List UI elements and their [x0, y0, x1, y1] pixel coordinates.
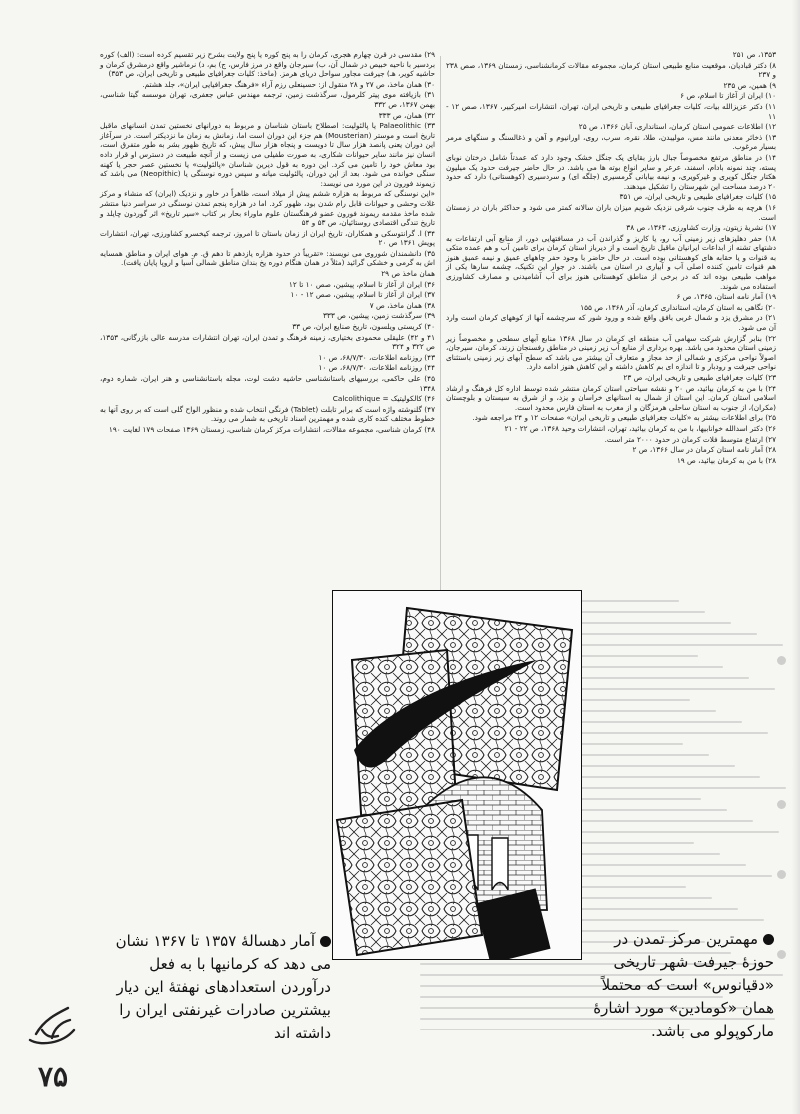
footnote-right: ۱۸) حفر دهلیزهای زیر زمینی آب رو، یا کاریز و گذراندن آب در مسافتهایی دور، از منابع آبی ارتفاعات به دشتهای تشنه از ابداعات ایرانیان ماقبل تاریخ است و از دیرباز استان کرمان برای تامین آب و هم عمده متکی به قنوات و یا حقابه های کوهستانی بوده است. در حال حاضر با وجود حفر چاههای عمیق و نیمه عمیق هنوز هم قنوات تامین کننده اصلی آب و آبیاری در استان می باشند. در جوار این تکنیک، چشمه سارها یکی از مواهب طبیعی بوده اند که در برخی از مناطق کوهستانی هنوز برای آب آشامیدنی و مصارف کشاورزی استفاده می شوند. [446, 233, 776, 291]
footnote-left: ۲۹) مقدسی در قرن چهارم هجری، کرمان را به پنج کوره یا پنج ولایت بشرح زیر تقسیم کرده است: (الف) کوره بردسیر با ناحیه خبیص در شمال آن، ب) سیرجان واقع در مرز فارس، ج) بم، د) نرماشیر واقع درمشرق کرمان و حاشیه کویر، هـ) جیرفت مجاور سواحل دریای هرمز. (ماخذ: کلیات جغرافیای طبیعی و تاریخی ایران، ص ۳۵۳) [100, 50, 435, 79]
caption-left-text: آمار دهسالهٔ ۱۳۵۷ تا ۱۳۶۷ نشان می دهد که کرمانیها با به فعل درآوردن استعدادهای نهفتهٔ این دیار بیشترین صادرات غیرنفتی ایران را داشته اند [115, 932, 331, 1042]
decorative-illustration [332, 590, 582, 960]
footnote-left: ۳۵) دانشمندان شوروی می نویسند: «تقریباً در حدود هزاره یازدهم تا دهم ق. م. هوای ایران و مناطق همسایه اش به گرمی و خشکی گرائید (مثلاً در همان هنگام دوره یخ بندان مناطق شمالی آسیا و اروپا پایان یافت). [100, 248, 435, 268]
footnote-right: ۸) دکتر قبادیان، موقعیت منابع طبیعی استان کرمان، مجموعه مقالات کرمانشناسی، زمستان ۱۳۶۹، صص ۲۳۸ و ۲۳۷ [446, 60, 777, 80]
footnote-left: ۴۶) کالکولیتیک = Calcolithique [332, 394, 435, 404]
footnote-right: ۹) همین، ص ۲۳۵ [723, 80, 776, 90]
footnote-right: ۱۵) کلیات جغرافیای طبیعی و تاریخی ایران، ص ۳۵۱ [619, 192, 776, 202]
scan-edge-shadow [792, 0, 800, 1114]
footnote-right: ۱۳۵۳، ص ۲۵۱ [732, 50, 776, 59]
footnote-right: ۱۱) دکتر عزیزالله بیات، کلیات جغرافیای طبیعی و تاریخی ایران، تهران، انتشارات امیرکبیر، ۱۳۶۷، صص ۱۲ - ۱۱ [446, 101, 776, 121]
footnote-right: ۱۰) ایران از آغاز تا اسلام، ص ۶ [680, 91, 776, 101]
page-number: ۷۵ [38, 1060, 69, 1093]
filled-circle-bullet-icon [763, 934, 774, 945]
footnote-left: همان ماخذ ص ۲۹ [381, 269, 435, 279]
footnote-left: ۴۷) گلنوشته واژه است که برابر تابلت (Tablet) فرنگی انتخاب شده و منظور الواح گلی است که بر روی آنها به خطوط مختلف کنده کاری شده و مهمترین اسناد تاریخی به شمار می روند. [100, 404, 435, 424]
footnote-left: ۳۸) همان ماخذ، ص ۷ [369, 300, 435, 310]
footnote-left: ۳۲) همان، ص ۳۳۳ [378, 110, 435, 120]
footnote-right: ۲۸) آمار نامه استان کرمان در سال ۱۳۶۶، ص ۲ [632, 445, 776, 455]
footnote-left: «این نوسنگی که مربوط به هزاره ششم پیش از میلاد است، ظاهراً در خاور و نزدیک (ایران) که منشاء و مرکز غلات وحشی و حیوانات قابل رام شدن بود، ظهور کرد. اما در هزاره پنجم تمدن نوسنگی در سراسر دنیا منتشر شده ماخذ مقدمه ریموند فورون عضو فرهنگستان علوم ماوراء بحار بر کتاب «سیر تاریخ» اثر گوردون چایلد و تاریخ تندگی اقتصادی روستائیان، ص ۵۳ و ۵۴ [100, 189, 435, 228]
footnote-right: ۲۵) برای اطلاعات بیشتر به «کلیات جغرافیای طبیعی و تاریخی ایران» صفحات ۱۲ و ۲۴ مراجعه شود. [472, 413, 776, 423]
footnote-right: ۱۷) نشریهٔ زیتون، وزارت کشاورزی، ۱۳۶۳، ص ۳۸ [626, 223, 776, 233]
footnote-right: ۲۳) کلیات جغرافیای طبیعی و تاریخی ایران، ص ۲۳ [623, 373, 776, 382]
footnote-left: ۴۴) روزنامه اطلاعات، ۶۸/۷/۳۰، ص ۱۰ [318, 363, 435, 373]
footnote-right: ۱۲) اطلاعات عمومی استان کرمان، استانداری، آبان ۱۳۶۶، ص ۲۵ [578, 122, 776, 132]
calligraphic-logo-icon [22, 1000, 82, 1055]
footnote-left: ۳۶) ایران از آغاز تا اسلام، پیشین، صص ۱۰ تا ۱۲ [288, 279, 435, 289]
footnote-right: ۲۶) دکتر اسدالله خوانابیها، با من به کرمان بیائید، تهران، انتشارات وحید ۱۳۶۸، ص ۲۲ - ۲۱ [504, 423, 776, 433]
caption-right [582, 928, 774, 1043]
footnote-right: ۲۰) نگاهی به استان کرمان، استانداری کرمان، آذر ۱۳۶۸، ص ۱۵۵ [580, 302, 776, 312]
footnote-left: ۴۳) روزنامه اطلاعات، ۶۸/۷/۳۰، ص ۱۰ [318, 352, 435, 362]
footnote-left: ۳۰) همان ماخذ، ص ۲۷ و ۲۸ منقول از: حسینعلی رزم آراء «فرهنگ جغرافیایی ایران»، جلد هشتم. [142, 79, 435, 89]
footnote-right: ۲۱) در مشرق یزد و شمال غربی بافق واقع شده و ورود شور که سرچشمه آنها از کوههای کرمان است وارد آن می شود. [446, 313, 776, 333]
footnote-right: ۲۲) بنابر گزارش شرکت سهامی آب منطقه ای کرمان در سال ۱۳۶۸ منابع آبهای سطحی و مخصوصاً زیر زمینی استان محدود می باشد. بهره برداری از منابع آب زیر زمینی در مناطق رفسنجان زرند، کرمان، سیرجان، اصولاً نواحی مرکزی و شمالی از حد مجاز و متعارف آن بیشتر می باشد که سطح آبهای زیر زمینی باستثنای نواحی جیرفت و رودبار و تا اندازه ای بم کاهش داشته و این کاهش هنوز ادامه دارد. [446, 333, 776, 372]
footnote-right: ۱۶) هرچه به طرف جنوب شرقی نزدیک شویم میزان باران سالانه کمتر می شود و حداکثر باران در زمستان است. [446, 202, 776, 222]
left-footnotes-column [100, 50, 435, 436]
footnote-right: ۲۷) ارتفاع متوسط فلات کرمان در حدود ۲۰۰۰ متر است. [604, 434, 776, 444]
footnote-right: ۱۳) ذخائر معدنی مانند مس، مولیبدن، طلا، نقره، سرب، روی، اورانیوم و آهن و ذغالسنگ و سنگهای مرمر بسیار مرغوب. [446, 132, 776, 152]
footnote-right: ۲۸) با من به کرمان بیائید، ص ۱۹ [676, 455, 776, 465]
footnote-left: ۴۰) کریستی ویلسون، تاریخ صنایع ایران، ص ۳۳ [292, 322, 435, 332]
footnote-right: ۲۴) با من به کرمان بیائید، ص ۲۰ و نقشه سیاحتی استان کرمان منتشر شده توسط اداره کل فرهنگ و ارشاد اسلامی استان کرمان. این استان از شمال به استانهای خراسان و یزد، و از شرق به سیستان و بلوچستان (مکران)، از جنوب به استان ساحلی هرمزگان و از مغرب به استان فارس محدود است. [446, 383, 777, 412]
footnote-right: ۱۴) در مناطق مرتفع مخصوصاً جبال بارز بقایای یک جنگل خشک وجود دارد که عمدتاً شامل درختان نوبای پسته، چند نمونه بادام، اسفند، عرعر و سایر انواع بوته ها می باشد. در حال حاضر جیرفت حدود یک میلیون هکتار جنگل کویری و غیرکویری، و نیمه بیابانی گرمسیری (جلگه ای) و سردسیری (کوهستانی) دارد که حدود ۲۰ درصد مساحت این شهرستان را تشکیل میدهند. [446, 152, 776, 191]
caption-right-text: مهمترین مرکز تمدن در حوزهٔ جیرفت شهر تاریخی «دقیانوس» است که محتملاً همان «کومادین» مورد اشارهٔ مارکوپولو می باشد. [593, 930, 774, 1040]
footnote-left: ۳۱) بازیافته موی پیتر کلرمول، سرگذشت زمین، ترجمه مهندس عباس جعفری، تهران موسسه گیتا شناسی، بهمن ۱۳۶۷، ص ۳۳۲ [100, 90, 435, 109]
footnote-right: ۱۹) آمار نامه استان، ۱۳۶۵، ص ۶ [676, 292, 776, 302]
right-footnotes-column [446, 50, 776, 466]
column-divider [440, 56, 441, 616]
footnote-left: ۳۹) سرگذشت زمین، پیشین، ص ۳۳۳ [323, 311, 435, 321]
footnote-left: ۳۳) Palaeolithic یا پالئولیت: اصطلاح باستان شناسان و مربوط به دورانهای نخستین تمدن انسانهای ماقبل تاریخ است و موستر (Mousterian) هم جزء این دوران است اما، زمانش به زمان ما نزدیکتر است. در سرآغاز این دوران یعنی پانصد هزار سال تا دویست و پنجاه هزار سال پیش، که تاریخ ظهور بشر به طور متفرق است، انسان نیز مانند سایر حیوانات شکاری، به صورت طفیلی می زیست و از آنچه طبیعت در دسترس او قرار داده بود معاش خود را تامین می کرد. این دوره به قول دیرین شناسان «پالئولیت» یا نخستین عصر حجر یا کهنه سنگی خوانده می شود. بعد از این دوران، پالئولیت میانه و سپس دوره نوسنگی یا (Neopithic) می باشد که زیموند فورون در این مورد می نویسد: [100, 121, 435, 188]
footnote-left: ۴۸) کرمان شناسی، مجموعه مقالات، انتشارات مرکز کرمان شناسی، زمستان ۱۳۶۹ صفحات ۱۷۹ لغایت ۱۹۰ [108, 424, 435, 434]
footnote-left: ۳۴) ا. گرانتوسکی و همکاران، تاریخ ایران از زمان باستان تا امروز، ترجمه کیخسرو کشاورزی، تهران، انتشارات پویش ۱۳۶۱ ص ۲۰ [100, 228, 435, 248]
filled-circle-bullet-icon [320, 936, 331, 947]
footnote-left: ۴۵) علی حاکمی، بررسیهای باستانشناسی حاشیه دشت لوت، مجله باستانشناسی و هنر ایران، شماره دوم، ۱۳۴۸ [100, 374, 435, 393]
footnote-left: ۳۷) ایران از آغاز تا اسلام، پیشین، صص ۱۲ - ۱۰ [290, 290, 435, 300]
caption-left [96, 930, 331, 1045]
footnote-left: ۴۱ و ۴۲) علیقلی محمودی بختیاری، زمینه فرهنگ و تمدن ایران، تهران انتشارات مدرسه عالی بازرگانی، ۱۳۵۳، ص ۳۲۲ و ۳۲۴ [100, 332, 435, 352]
